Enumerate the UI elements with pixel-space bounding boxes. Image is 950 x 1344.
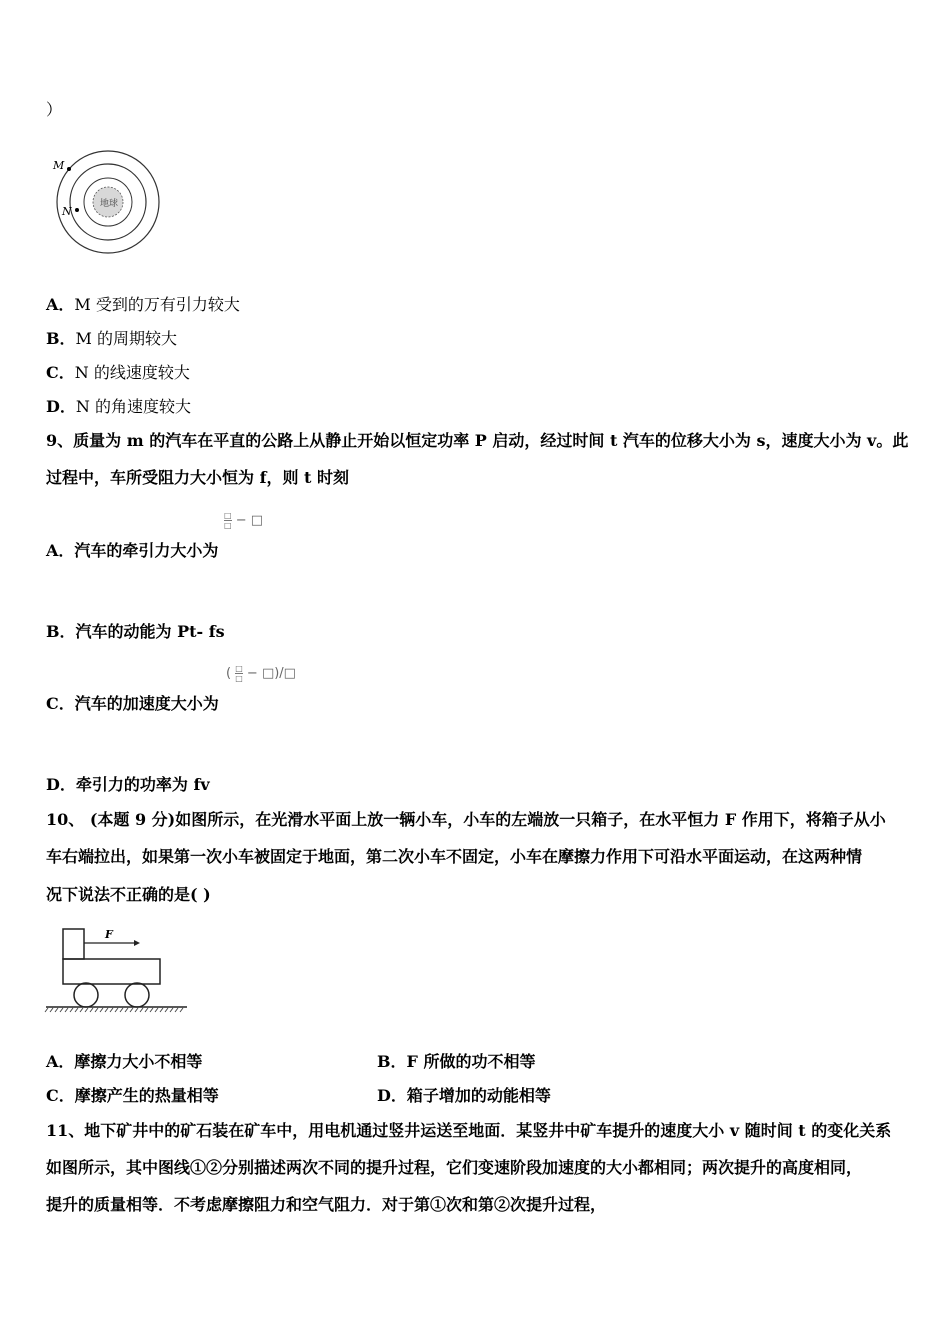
- q9-formula-c: ( $\frac{□}{□}$ − □)/□: [226, 664, 296, 683]
- q9-formula-a: $\frac{□}{□}$ − □: [224, 511, 264, 530]
- cart-body: [63, 959, 160, 984]
- force-arrow-head: [134, 940, 140, 946]
- q10-stem-line2: 车右端拉出，如果第一次小车被固定于地面，第二次小车不固定，小车在摩擦力作用下可沿水平面运动，在这两种情: [46, 847, 863, 866]
- force-label: F: [105, 928, 113, 941]
- q9-option-d: D．牵引力的功率为 fv: [46, 775, 210, 794]
- satellite-m-dot: [67, 167, 71, 171]
- q10-option-d: D．箱子增加的动能相等: [377, 1086, 551, 1105]
- q9-option-b: B．汽车的动能为 Pt- fs: [46, 622, 225, 641]
- q10-option-a: A．摩擦力大小不相等: [46, 1052, 203, 1071]
- satellite-n-dot: [75, 208, 79, 212]
- q8-option-c: C．N 的线速度较大: [46, 363, 190, 382]
- q8-option-b: B．M 的周期较大: [46, 329, 178, 348]
- q9-stem-line2: 过程中，车所受阻力大小恒为 f，则 t 时刻: [46, 468, 349, 487]
- satellite-m-label: M: [53, 159, 65, 172]
- q8-closing-paren: ）: [46, 100, 63, 119]
- q11-stem-line1: 11、地下矿井中的矿石装在矿车中，用电机通过竖井运送至地面．某竖井中矿车提升的速度大小 v 随时间 t 的变化关系: [46, 1121, 892, 1140]
- cart-wheel-left: [74, 983, 98, 1007]
- orbit-figure: [50, 148, 170, 258]
- q11-stem-line3: 提升的质量相等．不考虑摩擦阻力和空气阻力．对于第①次和第②次提升过程，: [46, 1195, 607, 1214]
- q9-option-c: C．汽车的加速度大小为: [46, 694, 219, 713]
- q10-stem-line1: 10、 (本题 9 分)如图所示，在光滑水平面上放一辆小车，小车的左端放一只箱子，在水平恒力 F 作用下，将箱子从小: [46, 810, 886, 829]
- q10-option-b: B．F 所做的功不相等: [377, 1052, 536, 1071]
- q9-option-a: A．汽车的牵引力大小为: [46, 541, 219, 560]
- q10-option-c: C．摩擦产生的热量相等: [46, 1086, 219, 1105]
- earth-label: 地球: [100, 199, 119, 209]
- ground-hatching: [45, 1008, 183, 1012]
- q8-option-a: A．M 受到的万有引力较大: [46, 295, 240, 314]
- satellite-n-label: N: [62, 205, 72, 218]
- box: [63, 929, 84, 959]
- q10-stem-line3: 况下说法不正确的是( ): [46, 885, 211, 904]
- cart-figure: [44, 924, 194, 1016]
- q8-option-d: D．N 的角速度较大: [46, 397, 191, 416]
- q9-stem-line1: 9、质量为 m 的汽车在平直的公路上从静止开始以恒定功率 P 启动，经过时间 t 汽车的位移大小为 s，速度大小为 v。此: [46, 431, 909, 450]
- q11-stem-line2: 如图所示，其中图线①②分别描述两次不同的提升过程，它们变速阶段加速度的大小都相同；两次提升的高度相同，: [46, 1158, 863, 1177]
- cart-wheel-right: [125, 983, 149, 1007]
